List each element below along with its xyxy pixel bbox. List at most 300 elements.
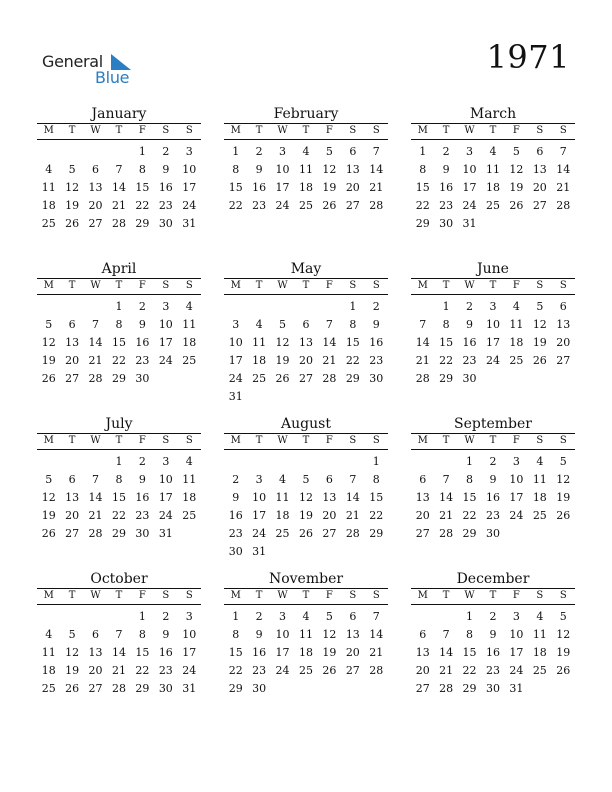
day-cell: 23 bbox=[228, 527, 243, 540]
weekday-label: S bbox=[185, 590, 193, 601]
day-cell: 24 bbox=[462, 199, 477, 212]
weekday-label: M bbox=[43, 125, 54, 136]
day-cell: 12 bbox=[509, 163, 524, 176]
day-cell: 27 bbox=[88, 682, 103, 695]
day-cell: 30 bbox=[252, 682, 267, 695]
day-cell: 20 bbox=[88, 664, 103, 677]
day-cell: 27 bbox=[298, 372, 313, 385]
day-cell: 30 bbox=[228, 545, 243, 558]
week-row bbox=[224, 608, 388, 626]
day-cell: 23 bbox=[462, 354, 477, 367]
day-cell: 3 bbox=[162, 455, 170, 468]
week-row bbox=[411, 197, 575, 215]
empty-day-cell bbox=[505, 370, 528, 388]
month-january bbox=[37, 105, 201, 233]
day-cell: 7 bbox=[442, 628, 450, 641]
day-cell: 31 bbox=[252, 545, 267, 558]
day-cell: 16 bbox=[158, 646, 173, 659]
day-cell: 19 bbox=[532, 336, 547, 349]
day-cell: 19 bbox=[65, 199, 80, 212]
day-cell: 5 bbox=[302, 473, 310, 486]
weekday-label: T bbox=[255, 125, 263, 136]
day-cell: 3 bbox=[512, 610, 520, 623]
day-cell: 6 bbox=[68, 473, 76, 486]
day-cell: 3 bbox=[185, 145, 193, 158]
day-cell: 25 bbox=[532, 664, 547, 677]
week-row bbox=[411, 453, 575, 471]
week-row bbox=[411, 471, 575, 489]
week-row bbox=[411, 680, 575, 698]
empty-day-cell bbox=[37, 143, 60, 161]
day-cell: 2 bbox=[466, 300, 474, 313]
day-cell: 18 bbox=[298, 646, 313, 659]
day-cell: 17 bbox=[462, 181, 477, 194]
day-cell: 18 bbox=[182, 336, 197, 349]
empty-day-cell bbox=[318, 453, 341, 471]
day-cell: 16 bbox=[252, 181, 267, 194]
day-cell: 14 bbox=[88, 336, 103, 349]
weekday-header bbox=[224, 433, 388, 450]
day-cell: 20 bbox=[532, 181, 547, 194]
day-cell: 17 bbox=[182, 646, 197, 659]
weekday-label: T bbox=[442, 435, 450, 446]
weekday-label: T bbox=[68, 280, 76, 291]
day-cell: 7 bbox=[92, 318, 100, 331]
weekday-label: S bbox=[349, 590, 357, 601]
empty-day-cell bbox=[411, 298, 434, 316]
day-cell: 23 bbox=[158, 199, 173, 212]
week-row bbox=[37, 680, 201, 698]
day-cell: 7 bbox=[325, 318, 333, 331]
empty-day-cell bbox=[37, 608, 60, 626]
day-cell: 1 bbox=[138, 145, 146, 158]
weekday-label: F bbox=[512, 590, 520, 601]
day-cell: 12 bbox=[532, 318, 547, 331]
day-cell: 10 bbox=[509, 473, 524, 486]
weekday-label: T bbox=[302, 280, 310, 291]
logo-text-general: General bbox=[42, 52, 103, 71]
day-cell: 1 bbox=[115, 300, 123, 313]
weekday-label: M bbox=[417, 590, 428, 601]
day-cell: 20 bbox=[322, 509, 337, 522]
week-row bbox=[37, 179, 201, 197]
weekday-label: T bbox=[302, 125, 310, 136]
day-cell: 11 bbox=[298, 163, 313, 176]
day-cell: 28 bbox=[369, 664, 384, 677]
week-row bbox=[224, 352, 388, 370]
day-cell: 25 bbox=[182, 354, 197, 367]
day-cell: 12 bbox=[275, 336, 290, 349]
day-cell: 5 bbox=[559, 610, 567, 623]
weekday-label: T bbox=[255, 590, 263, 601]
day-cell: 31 bbox=[182, 217, 197, 230]
month-april bbox=[37, 260, 201, 388]
empty-day-cell bbox=[271, 453, 294, 471]
day-cell: 15 bbox=[369, 491, 384, 504]
day-cell: 17 bbox=[252, 509, 267, 522]
day-cell: 17 bbox=[509, 491, 524, 504]
day-cell: 21 bbox=[415, 354, 430, 367]
month-june bbox=[411, 260, 575, 388]
empty-day-cell bbox=[247, 388, 270, 406]
weekday-label: M bbox=[417, 280, 428, 291]
empty-day-cell bbox=[37, 298, 60, 316]
day-cell: 19 bbox=[556, 646, 571, 659]
weekday-label: W bbox=[277, 125, 288, 136]
week-row bbox=[37, 352, 201, 370]
day-cell: 26 bbox=[65, 682, 80, 695]
day-cell: 25 bbox=[509, 354, 524, 367]
day-cell: 6 bbox=[559, 300, 567, 313]
empty-day-cell bbox=[271, 298, 294, 316]
empty-day-cell bbox=[505, 525, 528, 543]
day-cell: 24 bbox=[275, 199, 290, 212]
weekday-label: T bbox=[68, 125, 76, 136]
day-cell: 12 bbox=[322, 628, 337, 641]
weekday-label: S bbox=[185, 280, 193, 291]
year-title: 1971 bbox=[486, 38, 570, 76]
day-cell: 16 bbox=[485, 646, 500, 659]
weekday-label: M bbox=[230, 590, 241, 601]
day-cell: 17 bbox=[485, 336, 500, 349]
empty-day-cell bbox=[224, 453, 247, 471]
month-title: January bbox=[91, 106, 147, 122]
weekday-label: T bbox=[302, 590, 310, 601]
day-cell: 1 bbox=[115, 455, 123, 468]
month-grid bbox=[411, 123, 575, 233]
weekday-label: S bbox=[536, 280, 544, 291]
week-row bbox=[37, 525, 201, 543]
day-cell: 23 bbox=[439, 199, 454, 212]
weekday-label: S bbox=[349, 435, 357, 446]
weekday-label: S bbox=[536, 590, 544, 601]
weekday-label: F bbox=[325, 280, 333, 291]
weekday-label: S bbox=[559, 590, 567, 601]
empty-day-cell bbox=[341, 453, 364, 471]
empty-day-cell bbox=[84, 608, 107, 626]
week-row bbox=[37, 334, 201, 352]
weekday-label: T bbox=[115, 435, 123, 446]
day-cell: 21 bbox=[439, 509, 454, 522]
day-cell: 21 bbox=[322, 354, 337, 367]
day-cell: 2 bbox=[138, 455, 146, 468]
day-cell: 18 bbox=[41, 664, 56, 677]
weekday-label: M bbox=[43, 435, 54, 446]
weekday-label: F bbox=[138, 590, 146, 601]
week-row bbox=[37, 644, 201, 662]
week-row bbox=[411, 608, 575, 626]
day-cell: 14 bbox=[556, 163, 571, 176]
day-cell: 25 bbox=[252, 372, 267, 385]
empty-day-cell bbox=[84, 453, 107, 471]
day-cell: 9 bbox=[232, 491, 240, 504]
day-cell: 26 bbox=[509, 199, 524, 212]
weekday-label: W bbox=[90, 590, 101, 601]
day-cell: 12 bbox=[41, 491, 56, 504]
day-cell: 1 bbox=[466, 455, 474, 468]
month-title: October bbox=[90, 571, 148, 587]
day-cell: 12 bbox=[556, 473, 571, 486]
day-cell: 14 bbox=[439, 491, 454, 504]
month-february bbox=[224, 105, 388, 215]
day-cell: 6 bbox=[349, 610, 357, 623]
empty-day-cell bbox=[107, 143, 130, 161]
empty-day-cell bbox=[505, 215, 528, 233]
month-july bbox=[37, 415, 201, 543]
day-cell: 18 bbox=[252, 354, 267, 367]
day-cell: 1 bbox=[232, 610, 240, 623]
day-cell: 16 bbox=[135, 336, 150, 349]
week-row bbox=[411, 370, 575, 388]
day-cell: 18 bbox=[182, 491, 197, 504]
weekday-label: F bbox=[325, 435, 333, 446]
day-cell: 24 bbox=[228, 372, 243, 385]
month-may bbox=[224, 260, 388, 406]
day-cell: 4 bbox=[279, 473, 287, 486]
day-cell: 22 bbox=[228, 664, 243, 677]
day-cell: 13 bbox=[532, 163, 547, 176]
day-cell: 12 bbox=[41, 336, 56, 349]
month-grid bbox=[224, 588, 388, 698]
weekday-label: S bbox=[162, 435, 170, 446]
day-cell: 11 bbox=[41, 181, 56, 194]
day-cell: 6 bbox=[349, 145, 357, 158]
day-cell: 3 bbox=[512, 455, 520, 468]
day-cell: 7 bbox=[372, 610, 380, 623]
day-cell: 5 bbox=[559, 455, 567, 468]
empty-day-cell bbox=[84, 298, 107, 316]
day-cell: 9 bbox=[372, 318, 380, 331]
day-cell: 14 bbox=[439, 646, 454, 659]
day-cell: 24 bbox=[275, 664, 290, 677]
empty-day-cell bbox=[481, 215, 504, 233]
weekday-label: F bbox=[138, 125, 146, 136]
day-cell: 3 bbox=[279, 145, 287, 158]
day-cell: 4 bbox=[302, 145, 310, 158]
day-cell: 9 bbox=[489, 473, 497, 486]
day-cell: 4 bbox=[185, 300, 193, 313]
day-cell: 1 bbox=[372, 455, 380, 468]
weekday-label: T bbox=[442, 125, 450, 136]
week-row bbox=[411, 626, 575, 644]
empty-day-cell bbox=[247, 453, 270, 471]
day-cell: 20 bbox=[556, 336, 571, 349]
weekday-label: S bbox=[559, 435, 567, 446]
weekday-label: F bbox=[325, 590, 333, 601]
day-cell: 18 bbox=[509, 336, 524, 349]
weekday-label: S bbox=[162, 280, 170, 291]
day-cell: 30 bbox=[439, 217, 454, 230]
day-cell: 16 bbox=[158, 181, 173, 194]
day-cell: 4 bbox=[512, 300, 520, 313]
day-cell: 16 bbox=[439, 181, 454, 194]
day-cell: 21 bbox=[111, 199, 126, 212]
day-cell: 11 bbox=[275, 491, 290, 504]
day-cell: 19 bbox=[556, 491, 571, 504]
day-cell: 30 bbox=[135, 527, 150, 540]
day-cell: 17 bbox=[228, 354, 243, 367]
month-grid bbox=[37, 433, 201, 543]
day-cell: 16 bbox=[252, 646, 267, 659]
week-row bbox=[224, 680, 388, 698]
day-cell: 24 bbox=[158, 354, 173, 367]
weekday-label: S bbox=[372, 435, 380, 446]
day-cell: 16 bbox=[369, 336, 384, 349]
day-cell: 3 bbox=[185, 610, 193, 623]
day-cell: 7 bbox=[419, 318, 427, 331]
week-row bbox=[224, 334, 388, 352]
day-cell: 16 bbox=[228, 509, 243, 522]
day-cell: 20 bbox=[65, 509, 80, 522]
week-row bbox=[411, 143, 575, 161]
week-row bbox=[224, 316, 388, 334]
day-cell: 22 bbox=[228, 199, 243, 212]
weekday-label: F bbox=[138, 280, 146, 291]
day-cell: 6 bbox=[419, 628, 427, 641]
day-cell: 3 bbox=[279, 610, 287, 623]
day-cell: 28 bbox=[556, 199, 571, 212]
empty-day-cell bbox=[528, 370, 551, 388]
week-row bbox=[224, 370, 388, 388]
week-row bbox=[411, 644, 575, 662]
day-cell: 15 bbox=[111, 491, 126, 504]
day-cell: 19 bbox=[275, 354, 290, 367]
day-cell: 5 bbox=[279, 318, 287, 331]
empty-day-cell bbox=[411, 608, 434, 626]
weekday-label: M bbox=[417, 435, 428, 446]
empty-day-cell bbox=[294, 453, 317, 471]
empty-day-cell bbox=[341, 543, 364, 561]
weekday-label: F bbox=[512, 435, 520, 446]
day-cell: 22 bbox=[135, 199, 150, 212]
day-cell: 24 bbox=[485, 354, 500, 367]
week-row bbox=[37, 316, 201, 334]
month-title: November bbox=[268, 571, 344, 587]
day-cell: 17 bbox=[158, 491, 173, 504]
month-august bbox=[224, 415, 388, 561]
weekday-label: S bbox=[349, 280, 357, 291]
empty-day-cell bbox=[365, 543, 388, 561]
day-cell: 11 bbox=[532, 473, 547, 486]
weekday-label: S bbox=[559, 280, 567, 291]
week-row bbox=[224, 388, 388, 406]
empty-day-cell bbox=[365, 388, 388, 406]
weekday-label: S bbox=[162, 125, 170, 136]
weekday-header bbox=[37, 123, 201, 140]
day-cell: 17 bbox=[158, 336, 173, 349]
day-cell: 23 bbox=[485, 509, 500, 522]
day-cell: 20 bbox=[298, 354, 313, 367]
day-cell: 23 bbox=[369, 354, 384, 367]
week-row bbox=[224, 471, 388, 489]
day-cell: 21 bbox=[369, 181, 384, 194]
day-cell: 20 bbox=[345, 181, 360, 194]
day-cell: 26 bbox=[65, 217, 80, 230]
week-row bbox=[224, 179, 388, 197]
day-cell: 1 bbox=[349, 300, 357, 313]
month-november bbox=[224, 570, 388, 698]
day-cell: 14 bbox=[345, 491, 360, 504]
month-title: December bbox=[456, 571, 530, 587]
week-row bbox=[411, 507, 575, 525]
day-cell: 10 bbox=[158, 318, 173, 331]
day-cell: 22 bbox=[415, 199, 430, 212]
week-row bbox=[224, 507, 388, 525]
weekday-label: T bbox=[302, 435, 310, 446]
day-cell: 6 bbox=[536, 145, 544, 158]
empty-day-cell bbox=[294, 388, 317, 406]
day-cell: 24 bbox=[182, 664, 197, 677]
day-cell: 14 bbox=[415, 336, 430, 349]
day-cell: 2 bbox=[372, 300, 380, 313]
day-cell: 22 bbox=[439, 354, 454, 367]
day-cell: 7 bbox=[92, 473, 100, 486]
month-grid bbox=[37, 123, 201, 233]
empty-day-cell bbox=[60, 608, 83, 626]
day-cell: 24 bbox=[182, 199, 197, 212]
day-cell: 5 bbox=[325, 610, 333, 623]
month-title: April bbox=[101, 261, 137, 277]
week-row bbox=[411, 525, 575, 543]
day-cell: 13 bbox=[556, 318, 571, 331]
day-cell: 10 bbox=[485, 318, 500, 331]
day-cell: 19 bbox=[509, 181, 524, 194]
day-cell: 26 bbox=[322, 664, 337, 677]
month-title: March bbox=[469, 106, 517, 122]
week-row bbox=[37, 471, 201, 489]
day-cell: 28 bbox=[439, 527, 454, 540]
day-cell: 23 bbox=[252, 664, 267, 677]
day-cell: 29 bbox=[135, 682, 150, 695]
weekday-label: T bbox=[442, 280, 450, 291]
month-september bbox=[411, 415, 575, 543]
day-cell: 3 bbox=[466, 145, 474, 158]
day-cell: 3 bbox=[489, 300, 497, 313]
day-cell: 19 bbox=[322, 646, 337, 659]
day-cell: 10 bbox=[275, 163, 290, 176]
day-cell: 30 bbox=[135, 372, 150, 385]
day-cell: 9 bbox=[162, 628, 170, 641]
weekday-label: W bbox=[277, 590, 288, 601]
day-cell: 29 bbox=[462, 682, 477, 695]
empty-day-cell bbox=[552, 215, 575, 233]
day-cell: 27 bbox=[415, 527, 430, 540]
week-row bbox=[224, 626, 388, 644]
day-cell: 6 bbox=[302, 318, 310, 331]
day-cell: 13 bbox=[345, 628, 360, 641]
day-cell: 17 bbox=[509, 646, 524, 659]
day-cell: 9 bbox=[255, 628, 263, 641]
weekday-label: F bbox=[512, 125, 520, 136]
weekday-header bbox=[411, 278, 575, 295]
day-cell: 25 bbox=[41, 682, 56, 695]
day-cell: 22 bbox=[462, 509, 477, 522]
weekday-label: T bbox=[489, 590, 497, 601]
day-cell: 9 bbox=[489, 628, 497, 641]
day-cell: 1 bbox=[442, 300, 450, 313]
weekday-label: S bbox=[372, 280, 380, 291]
day-cell: 31 bbox=[182, 682, 197, 695]
empty-day-cell bbox=[341, 680, 364, 698]
day-cell: 6 bbox=[92, 163, 100, 176]
day-cell: 8 bbox=[372, 473, 380, 486]
day-cell: 14 bbox=[369, 163, 384, 176]
day-cell: 5 bbox=[68, 163, 76, 176]
day-cell: 27 bbox=[65, 527, 80, 540]
day-cell: 26 bbox=[532, 354, 547, 367]
weekday-label: S bbox=[372, 125, 380, 136]
day-cell: 9 bbox=[442, 163, 450, 176]
